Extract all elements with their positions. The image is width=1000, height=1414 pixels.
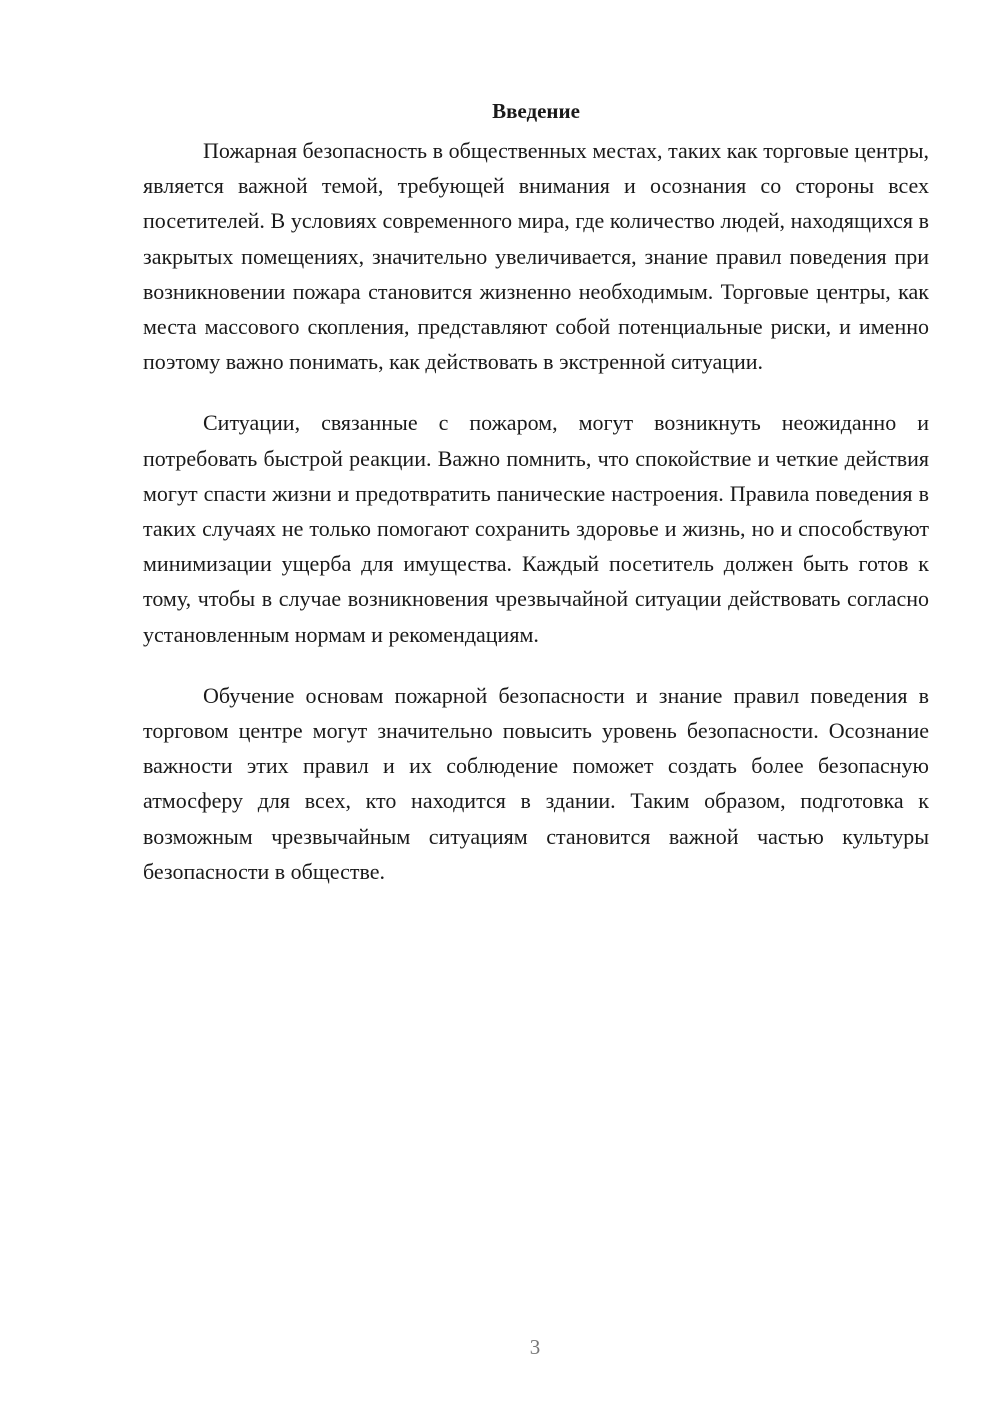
- page-content: [143, 94, 929, 915]
- page-number: 3: [529, 1335, 541, 1359]
- page-title: Введение: [492, 99, 580, 123]
- paragraph-3: Обучение основам пожарной безопасности и знание правил поведения в торговом центре могут значительно повысить уровень безопасности. Осознание важности этих правил и их соблюдение поможет создать более безопасную атмосферу для всех, кто находится в здании. Таким образом, подготовка к возможным чрезвычайным ситуациям становится важной частью культуры безопасности в обществе.: [143, 682, 929, 884]
- paragraph-2: Ситуации, связанные с пожаром, могут возникнуть неожиданно и потребовать быстрой реакции. Важно помнить, что спокойствие и четкие действия могут спасти жизни и предотвратить панические настроения. Правила поведения в таких случаях не только помогают сохранить здоровье и жизнь, но и способствуют минимизации ущерба для имущества. Каждый посетитель должен быть готов к тому, чтобы в случае возникновения чрезвычайной ситуации действовать согласно установленным нормам и рекомендациям.: [143, 410, 929, 647]
- paragraph-1: Пожарная безопасность в общественных местах, таких как торговые центры, является важной темой, требующей внимания и осознания со стороны всех посетителей. В условиях современного мира, где количество людей, находящихся в закрытых помещениях, значительно увеличивается, знание правил поведения при возникновении пожара становится жизненно необходимым. Торговые центры, как места массового скопления, представляют собой потенциальные риски, и именно поэтому важно понимать, как действовать в экстренной ситуации.: [143, 138, 929, 375]
